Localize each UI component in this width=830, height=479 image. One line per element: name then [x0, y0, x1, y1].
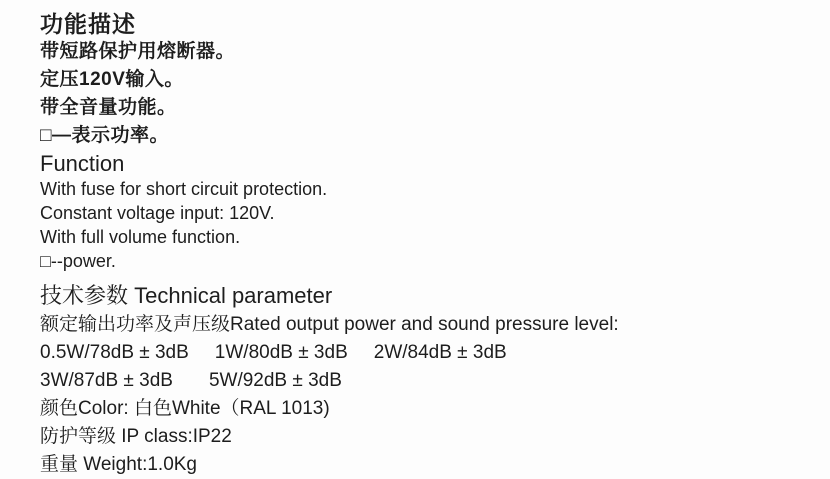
weight-spec: 重量 Weight:1.0Kg: [40, 454, 198, 475]
function-heading-en: Function: [40, 151, 125, 176]
function-en-line-voltage: Constant voltage input: 120V.: [40, 203, 275, 223]
function-zh-line-power-legend: □—表示功率。: [40, 125, 169, 146]
rated-output-label: 额定输出功率及声压级Rated output power and sound pressure level:: [40, 314, 619, 335]
function-zh-line-fuse: 带短路保护用熔断器。: [40, 41, 236, 62]
function-heading-zh: 功能描述: [40, 11, 136, 37]
function-zh-line-voltage: 定压120V输入。: [40, 69, 184, 90]
rating-2w: 2W/84dB ± 3dB: [373, 342, 507, 363]
function-en-line-fuse: With fuse for short circuit protection.: [40, 179, 328, 199]
ratings-row-1: [40, 339, 810, 367]
ip-class-spec: 防护等级 IP class:IP22: [40, 426, 232, 447]
function-en-line-power-legend: □--power.: [40, 251, 116, 271]
color-spec: 颜色Color: 白色White（RAL 1013): [40, 398, 330, 419]
technical-heading: 技术参数 Technical parameter: [40, 283, 333, 308]
function-en-line-volume: With full volume function.: [40, 227, 241, 247]
ratings-row-2: [40, 367, 810, 395]
rating-1w: 1W/80dB ± 3dB: [214, 342, 348, 363]
function-zh-line-volume: 带全音量功能。: [40, 97, 177, 118]
rating-3w: 3W/87dB ± 3dB: [40, 370, 173, 391]
rating-5w: 5W/92dB ± 3dB: [208, 370, 342, 391]
rating-0_5w: 0.5W/78dB ± 3dB: [40, 342, 189, 363]
